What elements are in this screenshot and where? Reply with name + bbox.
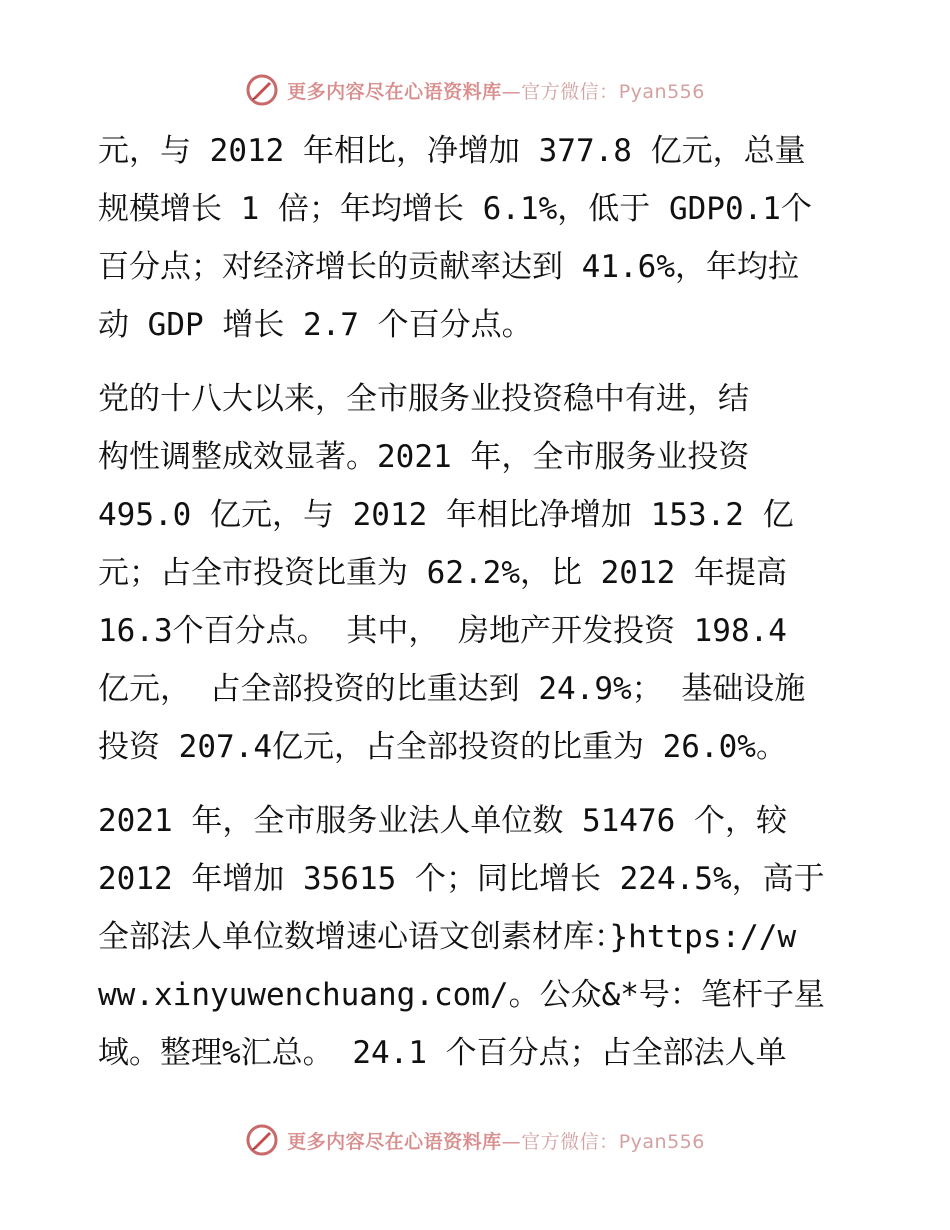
text-line: 域。整理%汇总。 24.1 个百分点；占全部法人单: [98, 1035, 787, 1071]
text-line: 元，与 2012 年相比，净增加 377.8 亿元，总量: [98, 133, 806, 169]
text-line: 亿元， 占全部投资的比重达到 24.9%； 基础设施: [98, 671, 806, 707]
watermark-label: 官方微信：: [521, 1130, 619, 1153]
quill-logo-icon: [245, 73, 279, 107]
watermark-text: [287, 77, 705, 104]
watermark-account: Pyan556: [618, 1130, 705, 1153]
watermark-label: 官方微信：: [521, 80, 619, 103]
text-line: ww.xinyuwenchuang.com/。公众&*号：笔杆子星: [98, 977, 825, 1013]
watermark-site: 更多内容尽在心语资料库: [287, 1130, 502, 1153]
text-line: 百分点；对经济增长的贡献率达到 41.6%，年均拉: [98, 249, 799, 285]
quill-logo-icon: [245, 1123, 279, 1157]
text-line: 投资 207.4亿元，占全部投资的比重为 26.0%。: [98, 729, 787, 765]
text-line: 495.0 亿元，与 2012 年相比净增加 153.2 亿: [98, 497, 794, 533]
text-line: 全部法人单位数增速心语文创素材库：}https://w: [98, 919, 797, 955]
text-line: 动 GDP 增长 2.7 个百分点。: [98, 307, 533, 343]
watermark-account: Pyan556: [618, 80, 705, 103]
text-line: 2021 年，全市服务业法人单位数 51476 个，较: [98, 803, 787, 839]
text-line: 规模增长 1 倍；年均增长 6.1%，低于 GDP0.1个: [98, 191, 812, 227]
paragraph-3: [98, 792, 850, 1082]
text-line: 16.3个百分点。 其中， 房地产开发投资 198.4: [98, 613, 787, 649]
watermark-site: 更多内容尽在心语资料库: [287, 80, 502, 103]
text-line: 2012 年增加 35615 个；同比增长 224.5%，高于: [98, 861, 825, 897]
footer-watermark: [0, 1120, 950, 1160]
document-body: [98, 122, 850, 1082]
watermark-text: [287, 1127, 705, 1154]
watermark-separator: —: [501, 80, 522, 103]
text-line: 党的十八大以来，全市服务业投资稳中有进，结: [98, 381, 749, 417]
text-line: 元；占全市投资比重为 62.2%，比 2012 年提高: [98, 555, 787, 591]
text-line: 构性调整成效显著。2021 年，全市服务业投资: [98, 439, 750, 475]
paragraph-1: [98, 122, 850, 354]
watermark-separator: —: [501, 1130, 522, 1153]
header-watermark: [0, 70, 950, 110]
paragraph-2: [98, 370, 850, 776]
